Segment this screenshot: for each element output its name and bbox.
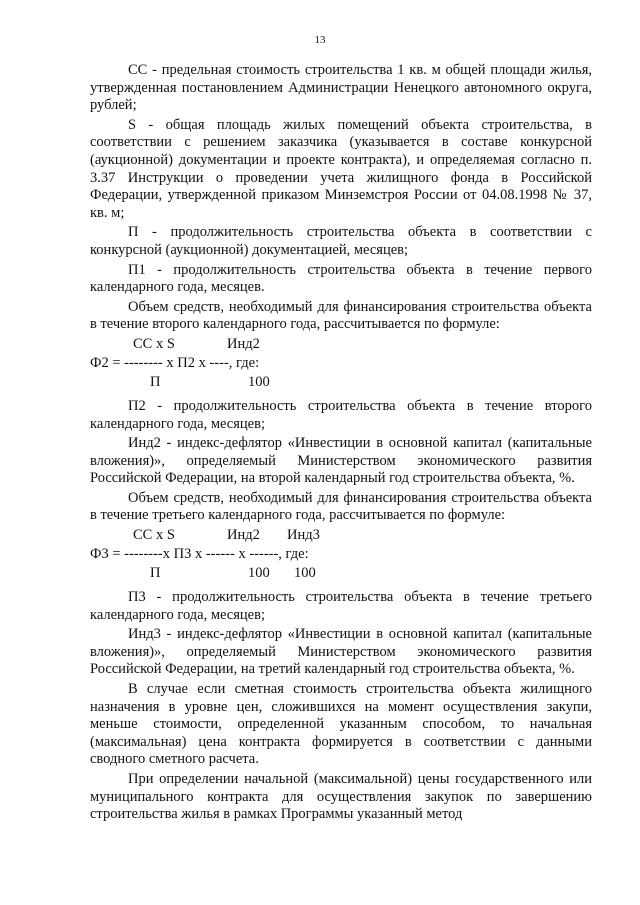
formula-f3 (90, 527, 592, 583)
formula-f3-numerator: СС x S (133, 527, 175, 544)
paragraph: При определении начальной (максимальной) цены государственного или муниципального контракта для осуществления закупок по завершению строительства жилья в рамках Программы указанный метод (90, 771, 592, 823)
paragraph: Инд2 - индекс-дефлятор «Инвестиции в основной капитал (капитальные вложения)», определяемый Министерством экономического развития Российской Федерации, на второй календарный год строительства объекта, %. (90, 435, 592, 487)
paragraph: П1 - продолжительность строительства объекта в течение первого календарного года, месяцев. (90, 261, 592, 296)
paragraph: П3 - продолжительность строительства объекта в течение третьего календарного года, месяцев; (90, 589, 592, 623)
formula-f2 (90, 336, 592, 392)
paragraph: Объем средств, необходимый для финансирования строительства объекта в течение второго календарного года, рассчитывается по формуле: (90, 298, 592, 333)
paragraph: СС - предельная стоимость строительства 1 кв. м общей площади жилья, утвержденная постановлением Администрации Ненецкого автономного округа, рублей; (90, 62, 592, 114)
formula-f2-numerator: СС x S (133, 335, 175, 352)
document-body (90, 62, 592, 826)
page-number: 13 (314, 34, 326, 46)
formula-f3-index3-numerator: Инд3 (287, 527, 320, 544)
formula-f3-index3-denominator: 100 (294, 565, 316, 582)
paragraph: П - продолжительность строительства объекта в соответствии с конкурсной (аукционной) документацией, месяцев; (90, 224, 592, 258)
paragraph: S - общая площадь жилых помещений объекта строительства, в соответствии с решением заказчика (указывается в составе конкурсной (аукционной) документации и проекте контракта), и определяемая согласно п. 3.37 Инструкции о проведении учета жилищного фонда в Российской Федерации, утвержденной приказом Минземстроя России от 04.08.1998 № 37, кв. м; (90, 116, 592, 221)
paragraph: Объем средств, необходимый для финансирования строительства объекта в течение третьего календарного года, рассчитывается по формуле: (90, 489, 592, 524)
formula-f2-denominator: П (150, 373, 161, 390)
paragraph: Инд3 - индекс-дефлятор «Инвестиции в основной капитал (капитальные вложения)», определяемый Министерством экономического развития Российской Федерации, на третий календарный год строительства объекта, %. (90, 626, 592, 678)
paragraph: В случае если сметная стоимость строительства объекта жилищного назначения в уровне цен, сложившихся на момент осуществления закупи, меньше стоимости, определенной указанным способом, то начальная (максимальная) цена контракта формируется в соответствии с данными сводного сметного расчета. (90, 681, 592, 768)
formula-f2-index-denominator: 100 (248, 373, 270, 390)
formula-f3-denominator: П (150, 565, 161, 582)
formula-f3-main: Ф3 = --------x П3 x ------ x ------, где: (90, 546, 309, 563)
formula-f3-index2-numerator: Инд2 (227, 527, 260, 544)
paragraph: П2 - продолжительность строительства объекта в течение второго календарного года, месяцев; (90, 397, 592, 432)
formula-f2-index-numerator: Инд2 (227, 335, 260, 352)
formula-f3-index2-denominator: 100 (248, 565, 270, 582)
formula-f2-main: Ф2 = -------- x П2 x ----, где: (90, 354, 260, 371)
